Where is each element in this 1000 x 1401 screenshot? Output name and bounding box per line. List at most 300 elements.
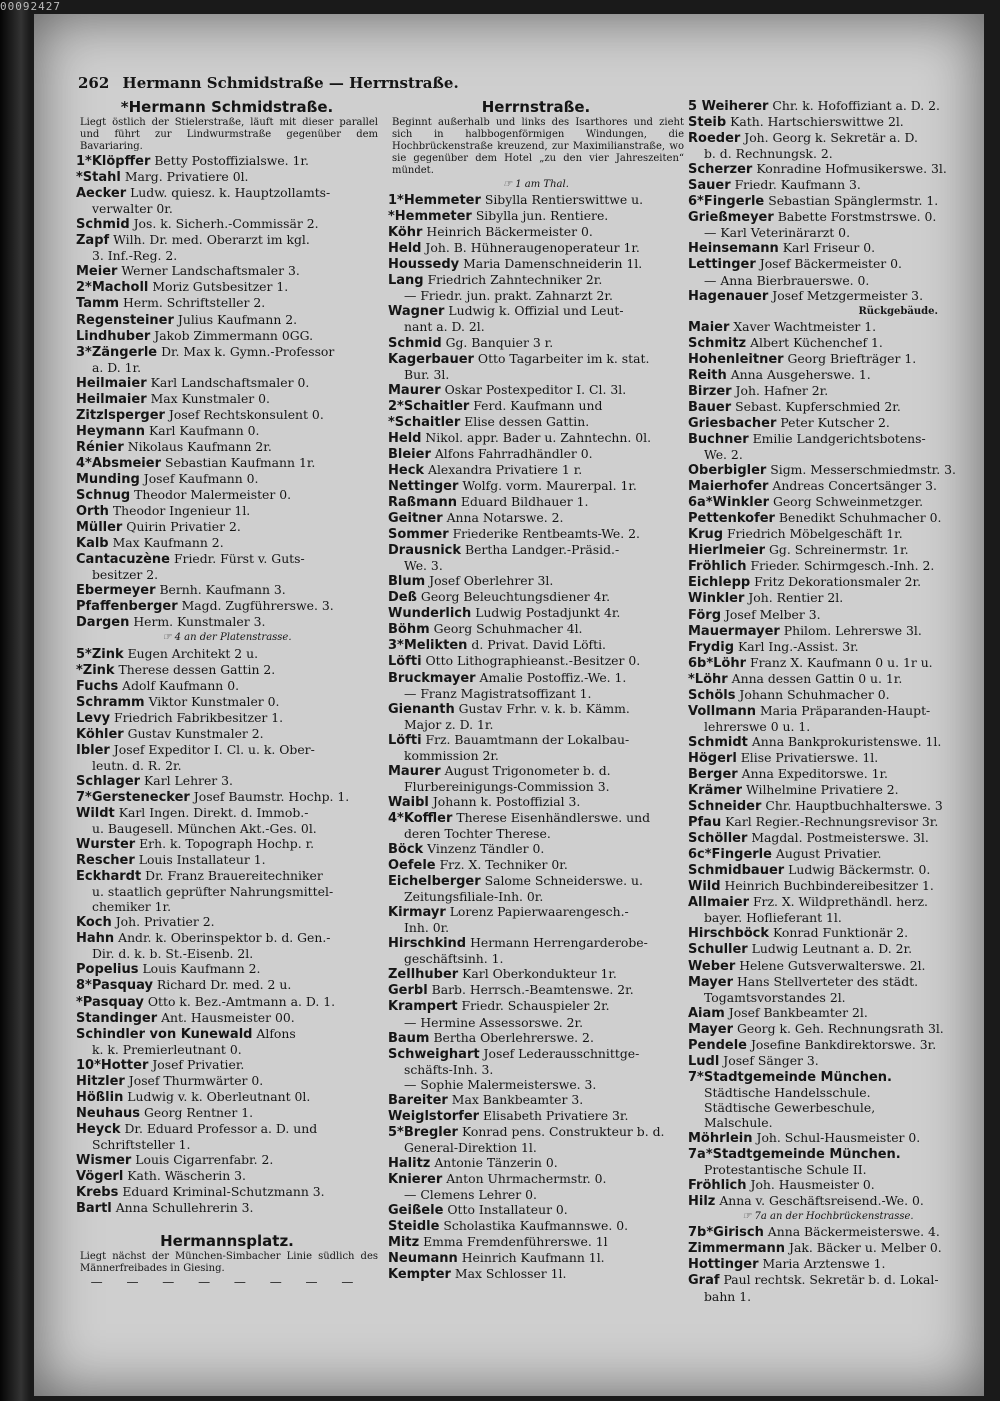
resident-name: Hahn xyxy=(76,931,115,947)
resident-entry xyxy=(688,655,968,671)
resident-name: Deß xyxy=(388,590,417,606)
resident-details: Richard Dr. med. 2 u. xyxy=(156,977,292,993)
resident-details: Anna v. Geschäftsreisend.-We. 0. xyxy=(719,1193,924,1209)
resident-entry xyxy=(76,1168,378,1184)
resident-entry xyxy=(76,455,378,471)
resident-details: Therese dessen Gattin 2. xyxy=(118,661,276,677)
resident-details: Friedr. Kaufmann 3. xyxy=(734,177,861,193)
resident-entry xyxy=(688,431,968,447)
resident-name: Zitzlsperger xyxy=(76,407,165,423)
resident-entry xyxy=(688,240,968,256)
resident-entry xyxy=(688,1130,968,1146)
resident-name: Griesbacher xyxy=(688,415,777,431)
resident-details: Ant. Hausmeister 00. xyxy=(161,1009,295,1025)
resident-name: Ebermeyer xyxy=(76,583,156,599)
resident-entry xyxy=(388,478,684,494)
entry-continuation: Städtische Gewerbeschule, xyxy=(704,1099,876,1115)
resident-name: Geißele xyxy=(388,1203,444,1219)
resident-entry xyxy=(388,701,684,717)
resident-details: Marg. Privatiere 0l. xyxy=(124,169,249,185)
resident-entry xyxy=(76,503,378,519)
resident-entry xyxy=(688,1069,968,1085)
resident-details: Frz. X. Techniker 0r. xyxy=(439,857,568,873)
resident-details: Karl Friseur 0. xyxy=(782,240,876,256)
resident-name: Hilz xyxy=(688,1194,716,1210)
resident-entry xyxy=(388,982,684,998)
resident-details: Jos. k. Sicherh.-Commissär 2. xyxy=(133,216,319,232)
resident-details: Sibylla Rentierswittwe u. xyxy=(484,192,644,208)
entry-continuation: schäfts-Inh. 3. xyxy=(404,1061,494,1077)
resident-name: Fröhlich xyxy=(688,559,747,575)
resident-details: Andreas Concertsänger 3. xyxy=(772,478,937,494)
resident-name: *Löhr xyxy=(688,671,728,687)
resident-entry xyxy=(688,494,968,510)
street-heading: Herrnstraße. xyxy=(481,98,591,116)
resident-entry xyxy=(688,399,968,415)
resident-name: 1*Hemmeter xyxy=(388,193,481,209)
resident-entry xyxy=(688,766,968,782)
resident-details: Frz. X. Wildprethändl. herz. xyxy=(752,894,928,910)
cross-reference: ☞ 7a an der Hochbrückenstrasse. xyxy=(742,1211,914,1223)
resident-name: Popelius xyxy=(76,962,139,978)
resident-name: Berger xyxy=(688,766,738,782)
resident-name: Wildt xyxy=(76,805,115,821)
resident-name: Hitzler xyxy=(76,1073,125,1089)
resident-name: Hirschkind xyxy=(388,936,467,952)
resident-entry xyxy=(688,782,968,798)
resident-name: Scherzer xyxy=(688,162,753,178)
resident-name: Eckhardt xyxy=(76,869,142,885)
resident-entry xyxy=(76,868,378,884)
resident-name: Vögerl xyxy=(76,1169,124,1185)
resident-name: Kempter xyxy=(388,1267,451,1283)
resident-name: Köhler xyxy=(76,726,124,742)
resident-entry xyxy=(688,98,968,114)
resident-details: Chr. Hauptbuchhalterswe. 3 xyxy=(765,798,943,814)
resident-entry xyxy=(688,177,968,193)
resident-details: Ludwig k. Offizial und Leut- xyxy=(448,303,624,319)
resident-name: 2*Schaitler xyxy=(388,398,470,414)
resident-name: Böck xyxy=(388,842,424,858)
resident-entry xyxy=(76,977,378,993)
resident-entry xyxy=(688,814,968,830)
resident-details: Bernh. Kaufmann 3. xyxy=(159,582,286,598)
resident-name: Oberbigler xyxy=(688,463,767,479)
resident-details: Josef Bankbeamter 2l. xyxy=(728,1004,868,1020)
entry-continuation: 3. Inf.-Reg. 2. xyxy=(92,248,178,264)
resident-entry xyxy=(76,710,378,726)
resident-name: Levy xyxy=(76,710,111,726)
resident-name: Bleier xyxy=(388,446,431,462)
cross-reference: ☞ 1 am Thal. xyxy=(503,179,569,191)
resident-entry xyxy=(688,941,968,957)
resident-entry xyxy=(76,169,378,185)
resident-entry xyxy=(388,398,684,414)
resident-name: Grießmeyer xyxy=(688,210,774,226)
resident-name: 3*Melikten xyxy=(388,638,468,654)
resident-entry xyxy=(76,773,378,789)
entry-continuation: We. 2. xyxy=(704,447,743,463)
resident-name: Neumann xyxy=(388,1251,458,1267)
resident-details: Ludwig Leutnant a. D. 2r. xyxy=(751,941,913,957)
resident-name: Kalb xyxy=(76,536,109,552)
resident-name: Orth xyxy=(76,504,109,520)
resident-name: Schweighart xyxy=(388,1046,480,1062)
resident-details: Max Schlosser 1l. xyxy=(454,1266,567,1282)
resident-name: Löfti xyxy=(388,654,422,670)
entry-continuation: nant a. D. 2l. xyxy=(404,319,485,335)
resident-details: Joh. Hausmeister 0. xyxy=(750,1177,875,1193)
resident-details: Theodor Ingenieur 1l. xyxy=(112,503,251,519)
resident-name: Standinger xyxy=(76,1010,158,1026)
resident-name: Waibl xyxy=(388,794,429,810)
resident-name: Fuchs xyxy=(76,678,119,694)
resident-details: Georg Beleuchtungsdiener 4r. xyxy=(420,589,611,605)
resident-details: Otto Tagarbeiter im k. stat. xyxy=(477,350,650,366)
resident-details: Josef Metzgermeister 3. xyxy=(772,287,924,303)
resident-entry xyxy=(388,542,684,558)
resident-details: Konradine Hofmusikerswe. 3l. xyxy=(756,161,947,177)
resident-details: Moriz Gutsbesitzer 1. xyxy=(152,279,289,295)
placeholder-dashes: — — — — — — — — xyxy=(90,1275,364,1290)
resident-details: Maria Arztenswe 1. xyxy=(762,1256,886,1272)
resident-details: Georg Schuhmacher 4l. xyxy=(433,621,583,637)
resident-name: Mayer xyxy=(688,1021,734,1037)
resident-entry xyxy=(688,351,968,367)
resident-name: Dargen xyxy=(76,615,130,631)
resident-name: 10*Hotter xyxy=(76,1057,149,1073)
street-description: Beginnt außerhalb und links des Isarthores und zieht sich in halbbogenförmigen Windungen, die Hochbrückenstraße kreuzend, zur Maximilianstraße, wo sie gegenüber dem Hotel „zu den vier Jahreszeiten“ mündet. xyxy=(392,117,684,177)
resident-details: Bertha Landger.-Präsid.- xyxy=(464,542,620,558)
resident-entry xyxy=(76,185,378,201)
resident-details: Peter Kutscher 2. xyxy=(780,414,890,430)
resident-details: Josef Lederausschnittge- xyxy=(483,1045,640,1061)
resident-name: 6a*Winkler xyxy=(688,495,769,511)
resident-name: Birzer xyxy=(688,383,732,399)
resident-entry xyxy=(388,1234,684,1250)
resident-details: Maria Damenschneiderin 1l. xyxy=(463,256,643,272)
resident-entry xyxy=(76,423,378,439)
resident-details: Sebastian Kaufmann 1r. xyxy=(164,454,316,470)
resident-details: Gustav Kunstmaler 2. xyxy=(127,725,264,741)
resident-details: Eduard Bildhauer 1. xyxy=(460,493,589,509)
resident-name: Blum xyxy=(388,574,426,590)
resident-name: Wagner xyxy=(388,304,445,320)
resident-entry xyxy=(688,862,968,878)
resident-name: Buchner xyxy=(688,431,749,447)
resident-entry xyxy=(688,687,968,703)
resident-name: Ludl xyxy=(688,1053,720,1069)
resident-entry xyxy=(388,351,684,367)
resident-name: Krampert xyxy=(388,999,458,1015)
entry-continuation: chemiker 1r. xyxy=(92,899,172,915)
resident-details: Wolfg. vorm. Maurerpal. 1r. xyxy=(462,477,637,493)
resident-details: Anna Notarswe. 2. xyxy=(446,510,564,526)
resident-details: Heinrich Bäckermeister 0. xyxy=(426,224,593,240)
resident-details: Friedrich Zahntechniker 2r. xyxy=(427,272,603,288)
resident-name: Schnug xyxy=(76,488,131,504)
resident-entry xyxy=(76,1121,378,1137)
resident-details: Georg Rentner 1. xyxy=(143,1104,254,1120)
resident-entry xyxy=(388,462,684,478)
resident-details: Georg Schweinmetzger. xyxy=(772,494,924,510)
resident-details: Karl Oberkondukteur 1r. xyxy=(462,966,617,982)
resident-entry xyxy=(688,590,968,606)
resident-details: Ludwig v. k. Oberleutnant 0l. xyxy=(127,1088,311,1104)
resident-details: Max Kaufmann 2. xyxy=(112,535,224,551)
resident-details: Adolf Kaufmann 0. xyxy=(122,677,240,693)
resident-entry xyxy=(688,894,968,910)
resident-entry xyxy=(388,192,684,208)
resident-entry xyxy=(76,439,378,455)
resident-details: Albert Küchenchef 1. xyxy=(750,334,883,350)
resident-entry xyxy=(76,375,378,391)
resident-name: Weber xyxy=(688,958,736,974)
resident-details: Wilhelmine Privatiere 2. xyxy=(745,782,899,798)
resident-name: Schindler von Kunewald xyxy=(76,1026,253,1042)
resident-entry xyxy=(76,263,378,279)
resident-details: Anton Uhrmachermstr. 0. xyxy=(446,1171,607,1186)
resident-entry xyxy=(688,703,968,719)
resident-name: Knierer xyxy=(388,1172,443,1187)
resident-name: 5*Bregler xyxy=(388,1124,458,1140)
resident-entry xyxy=(688,415,968,431)
resident-name: Bruckmayer xyxy=(388,670,476,686)
entry-continuation: — Franz Magistratsoffizant 1. xyxy=(404,685,592,701)
resident-details: Karl Lehrer 3. xyxy=(144,772,233,788)
resident-details: Benedikt Schuhmacher 0. xyxy=(778,510,942,526)
entry-continuation: General-Direktion 1l. xyxy=(404,1139,537,1155)
resident-entry xyxy=(688,1224,968,1240)
resident-entry xyxy=(76,646,378,662)
resident-entry xyxy=(76,535,378,551)
resident-name: Hierlmeier xyxy=(688,543,766,559)
entry-continuation: deren Tochter Therese. xyxy=(404,825,551,841)
resident-entry xyxy=(76,216,378,232)
resident-name: 8*Pasquay xyxy=(76,978,153,994)
resident-entry xyxy=(388,1092,684,1108)
resident-entry xyxy=(76,391,378,407)
resident-details: Friedr. Fürst v. Guts- xyxy=(173,551,305,567)
street-heading: *Hermann Schmidstraße. xyxy=(120,98,334,116)
resident-entry xyxy=(388,573,684,589)
resident-entry xyxy=(76,1057,378,1073)
resident-entry xyxy=(688,114,968,130)
resident-entry xyxy=(388,653,684,669)
resident-name: Fröhlich xyxy=(688,1178,747,1194)
resident-name: Eichelberger xyxy=(388,874,481,890)
resident-details: Anna dessen Gattin 0 u. 1r. xyxy=(731,670,903,686)
resident-name: Bareiter xyxy=(388,1092,448,1108)
resident-details: Alfons Fahrradhändler 0. xyxy=(434,445,593,461)
page-header xyxy=(78,74,459,92)
resident-details: Frz. Bauamtmann der Lokalbau- xyxy=(425,731,630,747)
resident-name: 5 Weiherer xyxy=(688,99,769,114)
resident-details: Magdal. Postmeisterswe. 3l. xyxy=(751,830,929,846)
resident-entry xyxy=(388,494,684,510)
resident-details: Konrad Funktionär 2. xyxy=(773,925,909,941)
resident-details: Ludw. quiesz. k. Hauptzollamts- xyxy=(130,185,331,201)
resident-entry xyxy=(388,1030,684,1046)
resident-name: Lindhuber xyxy=(76,328,151,344)
resident-name: 7*Stadtgemeinde München. xyxy=(688,1069,892,1085)
running-head: Hermann Schmidstraße — Herrnstraße. xyxy=(122,74,459,92)
resident-entry xyxy=(76,582,378,598)
resident-name: Schramm xyxy=(76,694,145,710)
resident-entry xyxy=(76,726,378,742)
resident-name: Wurster xyxy=(76,837,136,853)
entry-continuation: Malschule. xyxy=(704,1115,773,1130)
resident-details: Andr. k. Oberinspektor b. d. Gen.- xyxy=(118,930,331,946)
resident-details: Herm. Kunstmaler 3. xyxy=(133,614,266,630)
resident-name: Schneider xyxy=(688,799,762,815)
resident-entry xyxy=(76,1152,378,1168)
resident-entry xyxy=(688,925,968,941)
resident-name: Meier xyxy=(76,264,118,280)
resident-details: Heinrich Buchbindereibesitzer 1. xyxy=(724,878,934,894)
resident-details: Heinrich Kaufmann 1l. xyxy=(461,1250,605,1266)
resident-name: Maierhofer xyxy=(688,479,769,495)
resident-entry xyxy=(688,830,968,846)
resident-entry xyxy=(388,1124,684,1140)
resident-details: Josef Thurmwärter 0. xyxy=(128,1072,264,1088)
street-heading: Hermannsplatz. xyxy=(160,1232,294,1251)
scan-id: 00092427 xyxy=(0,0,61,13)
resident-name: Rescher xyxy=(76,853,135,869)
resident-entry xyxy=(388,224,684,240)
resident-details: Kath. Hartschierswittwe 2l. xyxy=(730,114,904,130)
resident-details: Eugen Architekt 2 u. xyxy=(127,645,259,661)
resident-name: *Pasquay xyxy=(76,994,144,1010)
entry-continuation: — Sophie Malermeisterswe. 3. xyxy=(404,1076,597,1092)
resident-entry xyxy=(76,678,378,694)
resident-entry xyxy=(688,1240,968,1256)
resident-details: d. Privat. David Löfti. xyxy=(471,637,606,653)
resident-name: Heyck xyxy=(76,1121,121,1137)
resident-name: Müller xyxy=(76,520,123,536)
entry-continuation: — Hermine Assessorswe. 2r. xyxy=(404,1014,584,1030)
resident-entry xyxy=(76,836,378,852)
resident-details: Elise Privatierswe. 1l. xyxy=(740,749,879,765)
entry-continuation: kommission 2r. xyxy=(404,747,499,763)
resident-entry xyxy=(688,558,968,574)
resident-name: 4*Absmeier xyxy=(76,455,161,471)
resident-entry xyxy=(688,1256,968,1272)
resident-name: Cantacuzène xyxy=(76,552,170,568)
resident-details: Therese Eisenhändlerswe. und xyxy=(456,809,651,825)
entry-continuation: Städtische Handelsschule. xyxy=(704,1084,871,1100)
street-description: Liegt nächst der München-Simbacher Linie südlich des Männerfreibades in Giesing. xyxy=(80,1251,378,1275)
resident-details: Dr. Max k. Gymn.-Professor xyxy=(161,343,335,359)
resident-entry xyxy=(76,662,378,678)
resident-name: Hirschböck xyxy=(688,926,770,942)
resident-entry xyxy=(76,232,378,248)
resident-name: Mayer xyxy=(688,974,734,990)
entry-continuation: Major z. D. 1r. xyxy=(404,716,494,732)
resident-details: Sebastian Spänglermstr. 1. xyxy=(768,193,939,209)
resident-entry xyxy=(688,878,968,894)
resident-name: Pendele xyxy=(688,1037,747,1053)
resident-entry xyxy=(388,1202,684,1218)
resident-name: Reith xyxy=(688,367,727,383)
entry-continuation: bayer. Hoflieferant 1l. xyxy=(704,910,842,926)
resident-name: Graf xyxy=(688,1273,720,1289)
resident-details: Anna Ausgeherswe. 1. xyxy=(730,366,871,382)
resident-entry xyxy=(388,966,684,982)
resident-details: Joh. B. Hühneraugenoperateur 1r. xyxy=(425,240,640,256)
resident-details: Anna Bankprokuristenswe. 1l. xyxy=(751,733,942,749)
resident-entry xyxy=(76,344,378,360)
resident-entry xyxy=(688,209,968,225)
resident-entry xyxy=(688,1021,968,1037)
resident-entry xyxy=(388,794,684,810)
resident-name: Steib xyxy=(688,115,727,131)
resident-entry xyxy=(388,589,684,605)
resident-details: Joh. Rentier 2l. xyxy=(748,590,844,606)
resident-entry xyxy=(388,208,684,224)
resident-name: Pfau xyxy=(688,815,722,831)
entry-continuation: verwalter 0r. xyxy=(92,201,173,217)
resident-entry xyxy=(688,478,968,494)
resident-entry xyxy=(76,1200,378,1216)
resident-name: Lang xyxy=(388,273,424,289)
resident-details: Louis Kaufmann 2. xyxy=(142,961,261,977)
resident-details: Gg. Schreinermstr. 1r. xyxy=(769,542,909,558)
resident-name: Hohenleitner xyxy=(688,351,784,367)
resident-details: Karl Landschaftsmaler 0. xyxy=(150,374,310,390)
resident-details: Max Kunstmaler 0. xyxy=(150,390,270,406)
resident-entry xyxy=(388,414,684,430)
resident-name: Steidle xyxy=(388,1219,440,1235)
resident-entry xyxy=(388,382,684,398)
resident-entry xyxy=(76,789,378,805)
resident-name: Aecker xyxy=(76,186,127,202)
resident-details: Salome Schneiderswe. u. xyxy=(484,873,643,889)
entry-continuation: — Clemens Lehrer 0. xyxy=(404,1187,537,1203)
resident-name: Schmid xyxy=(388,335,442,351)
resident-name: Pettenkofer xyxy=(688,511,775,527)
resident-details: Sigm. Messerschmiedmstr. 3. xyxy=(770,462,956,478)
resident-name: Schöls xyxy=(688,687,736,703)
resident-entry xyxy=(688,958,968,974)
resident-details: Theodor Malermeister 0. xyxy=(134,487,292,503)
resident-name: Hößlin xyxy=(76,1089,124,1105)
resident-entry xyxy=(76,1089,378,1105)
resident-details: Gg. Banquier 3 r. xyxy=(445,334,554,350)
resident-details: Alfons xyxy=(256,1025,296,1041)
resident-name: Schmid xyxy=(76,217,130,233)
resident-name: Heilmaier xyxy=(76,391,147,407)
resident-name: Heck xyxy=(388,462,425,478)
resident-details: August Privatier. xyxy=(775,846,882,862)
resident-entry xyxy=(76,1026,378,1042)
resident-details: August Trigonometer b. d. xyxy=(444,762,611,778)
resident-name: Houssedy xyxy=(388,257,460,273)
resident-name: Held xyxy=(388,430,422,446)
spacer xyxy=(76,1216,378,1230)
resident-details: Ferd. Kaufmann und xyxy=(473,397,603,413)
resident-details: Josef Melber 3. xyxy=(724,606,821,622)
resident-details: Oskar Postexpeditor I. Cl. 3l. xyxy=(444,381,627,397)
resident-entry xyxy=(388,637,684,653)
resident-details: Anna Bäckermeisterswe. 4. xyxy=(767,1224,940,1240)
resident-name: Gienanth xyxy=(388,701,455,717)
resident-entry xyxy=(388,873,684,889)
resident-entry xyxy=(688,526,968,542)
resident-name: Neuhaus xyxy=(76,1105,140,1121)
resident-name: Schuller xyxy=(688,942,748,958)
resident-entry xyxy=(688,1005,968,1021)
